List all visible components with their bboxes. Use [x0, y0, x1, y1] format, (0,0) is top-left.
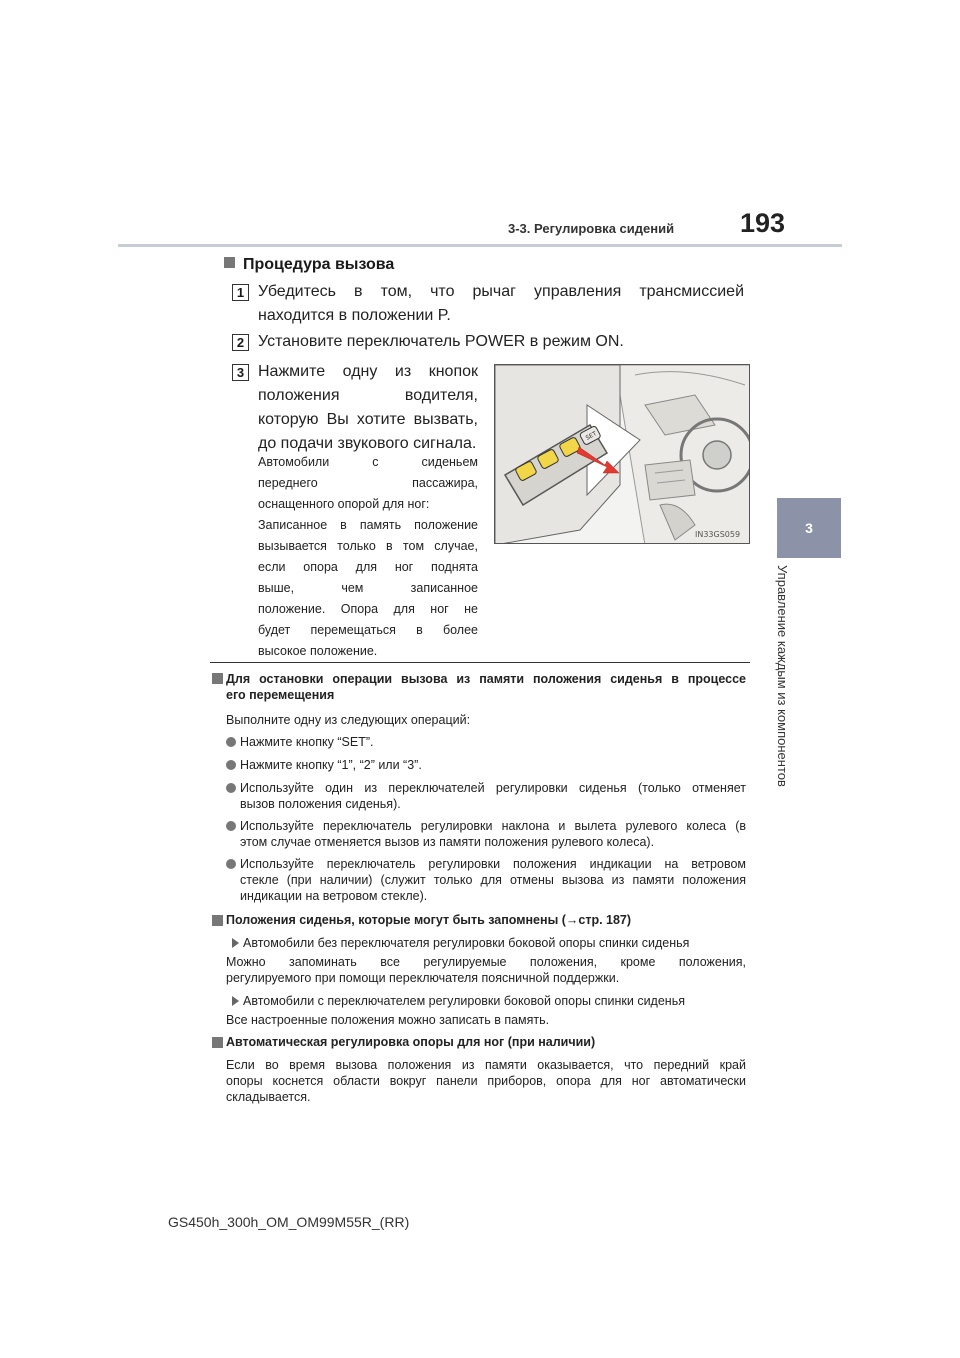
- positions-heading: Положения сиденья, которые могут быть запомнены (→стр. 187): [226, 913, 632, 927]
- stop-option-1: Нажмите кнопку “SET”.: [240, 735, 374, 749]
- bullet-dot-icon: [226, 737, 236, 747]
- bullet-dot-icon: [226, 859, 236, 869]
- stop-heading-line-2: его перемещения: [226, 688, 335, 702]
- triangle-bullet-icon: [232, 996, 239, 1006]
- note-line-4: Записанное в память положение: [258, 518, 478, 532]
- legrest-line-2: опоры коснется области вокруг панели приборов, опора для ног автоматически: [226, 1074, 746, 1088]
- step-3-line-2: положения водителя,: [258, 387, 478, 404]
- recall-heading: [224, 256, 394, 274]
- step-1-line-1: Убедитесь в том, что рычаг управления трансмиссией: [258, 283, 744, 300]
- positions-case-1-line-1: Можно запоминать все регулируемые положения, кроме положения,: [226, 955, 746, 969]
- chapter-side-label: [760, 565, 820, 825]
- positions-case-2-text: Все настроенные положения можно записать в память.: [226, 1013, 550, 1027]
- bullet-dot-icon: [226, 783, 236, 793]
- note-line-8: положение. Опора для ног не: [258, 602, 478, 616]
- legrest-heading-icon: [212, 1036, 223, 1054]
- bullet-dot-icon: [226, 821, 236, 831]
- stop-option-4-line-2: этом случае отменяется вызов из памяти положения рулевого колеса).: [240, 835, 655, 849]
- stop-option-3-line-2: вызов положения сиденья).: [240, 797, 401, 811]
- step-1-line-2: находится в положении P.: [258, 307, 451, 324]
- note-line-1: Автомобили с сиденьем: [258, 455, 478, 469]
- section-divider: [210, 662, 750, 663]
- stop-option-5-line-3: индикации на ветровом стекле).: [240, 889, 428, 903]
- note-line-9: будет перемещаться в более: [258, 623, 478, 637]
- stop-intro: Выполните одну из следующих операций:: [226, 713, 471, 727]
- stop-option-2: Нажмите кнопку “1”, “2” или “3”.: [240, 758, 422, 772]
- chapter-side-text: Управление каждым из компонентов: [775, 565, 790, 787]
- step-3-line-4: до подачи звукового сигнала.: [258, 435, 477, 452]
- note-line-5: вызывается только в том случае,: [258, 539, 478, 553]
- square-bullet-icon: [224, 257, 235, 268]
- stop-heading-icon: [212, 673, 223, 689]
- legrest-line-1: Если во время вызова положения из памяти оказывается, что передний край: [226, 1058, 746, 1072]
- image-code: IN33GS059: [695, 530, 741, 539]
- recall-heading-text: Процедура вызова: [243, 256, 395, 273]
- stop-option-4-line-1: Используйте переключатель регулировки наклона и вылета рулевого колеса (в: [240, 819, 746, 833]
- stop-option-5-line-2: стекле (при наличии) (служит только для отмены вызова из памяти положения: [240, 873, 746, 887]
- step-2-text: Установите переключатель POWER в режим ON.: [258, 333, 624, 350]
- step-3-line-3: которую Вы хотите вызвать,: [258, 411, 478, 428]
- header-divider: [118, 244, 842, 247]
- note-line-10: высокое положение.: [258, 644, 378, 658]
- positions-case-1-label: Автомобили без переключателя регулировки боковой опоры спинки сиденья: [243, 936, 690, 950]
- page-number: 193: [740, 208, 786, 238]
- stop-option-5-line-1: Используйте переключатель регулировки положения индикации на ветровом: [240, 857, 746, 871]
- note-line-3: оснащенного опорой для ног:: [258, 497, 430, 511]
- section-title: 3-3. Регулировка сидений: [508, 221, 675, 236]
- stop-option-3-line-1: Используйте один из переключателей регулировки сиденья (только отменяет: [240, 781, 746, 795]
- note-line-7: выше, чем записанное: [258, 581, 478, 595]
- note-line-2: переднего пассажира,: [258, 476, 478, 490]
- positions-case-1-line-2: регулируемого при помощи переключателя поясничной поддержки.: [226, 971, 620, 985]
- bullet-dot-icon: [226, 760, 236, 770]
- step-number-1: 1: [232, 284, 249, 301]
- positions-case-2-label: Автомобили с переключателем регулировки боковой опоры спинки сиденья: [243, 994, 685, 1008]
- note-line-6: если опора для ног поднята: [258, 560, 478, 574]
- chapter-tab: 3: [777, 498, 841, 558]
- set-button-label: SET: [584, 430, 598, 442]
- document-code: GS450h_300h_OM_OM99M55R_(RR): [168, 1214, 410, 1230]
- legrest-line-3: складывается.: [226, 1090, 311, 1104]
- triangle-bullet-icon: [232, 938, 239, 948]
- door-panel-drawing: [495, 365, 750, 544]
- step-3-line-1: Нажмите одну из кнопок: [258, 363, 478, 380]
- positions-heading-icon: [212, 914, 223, 932]
- seat-memory-illustration: [494, 364, 750, 544]
- step-number-2: 2: [232, 334, 249, 351]
- legrest-heading: Автоматическая регулировка опоры для ног (при наличии): [226, 1035, 596, 1049]
- stop-heading-line-1: Для остановки операции вызова из памяти положения сиденья в процессе: [226, 672, 746, 686]
- step-number-3: 3: [232, 364, 249, 381]
